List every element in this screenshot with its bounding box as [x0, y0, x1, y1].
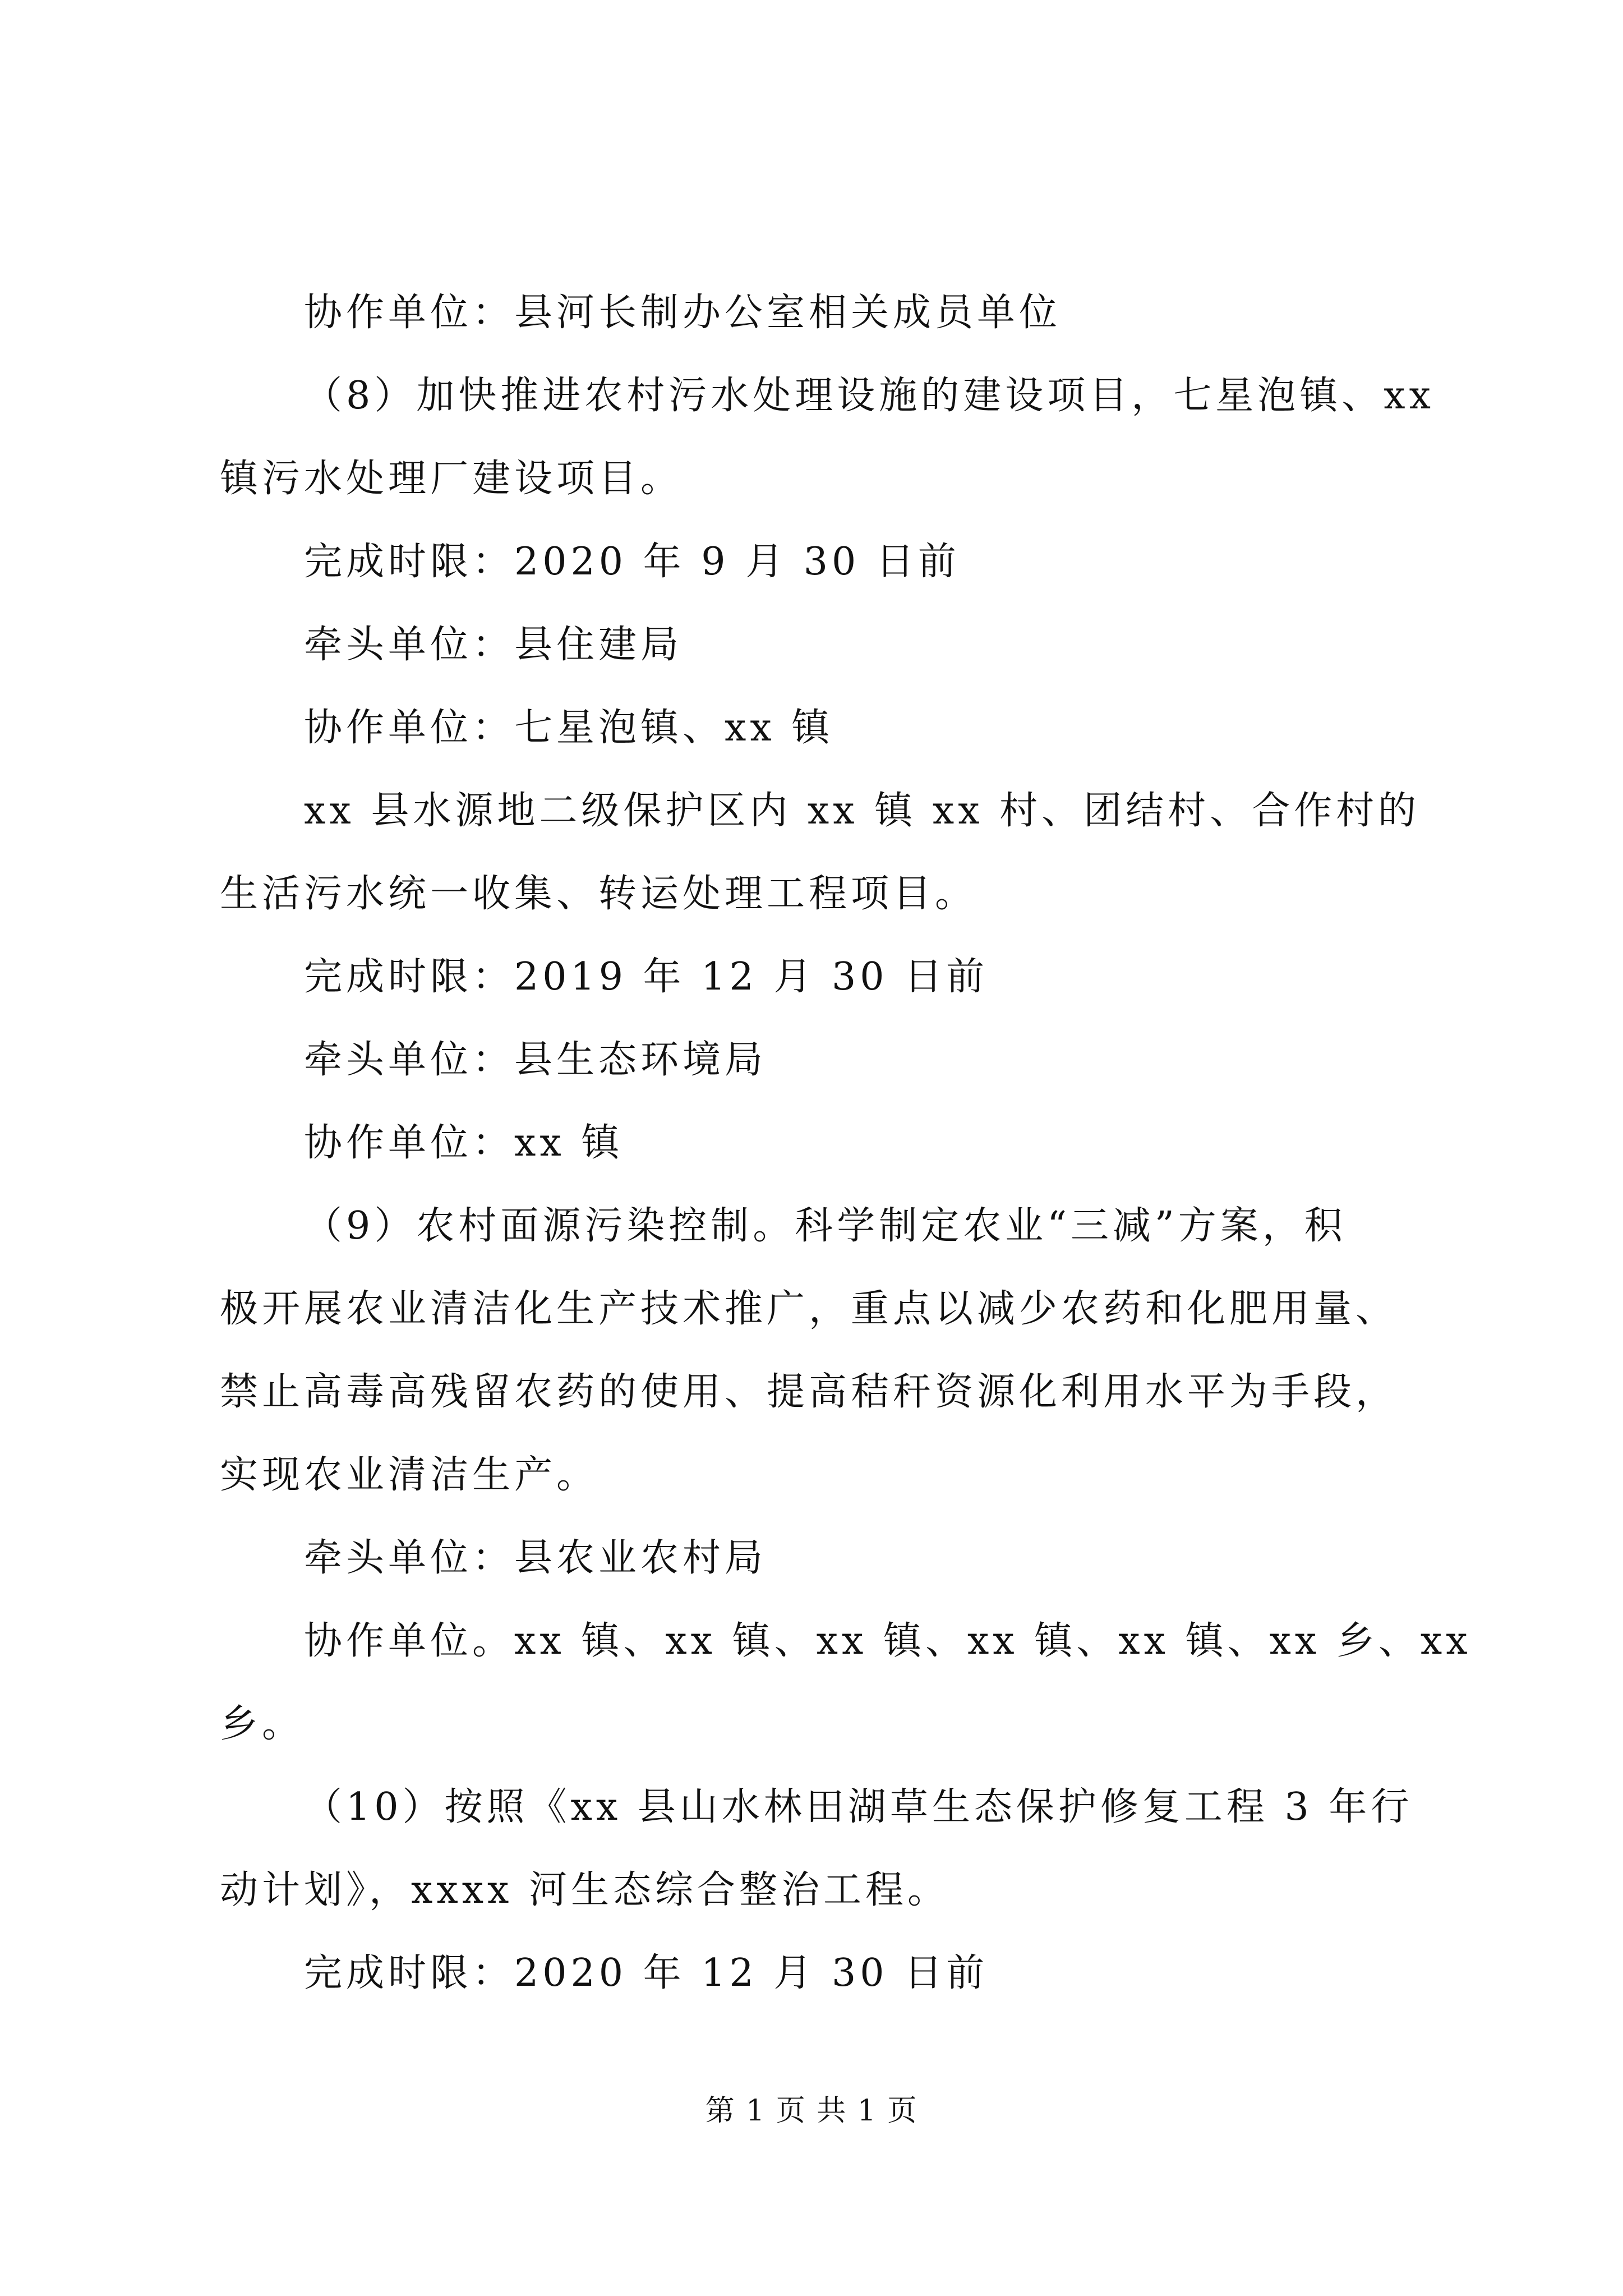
text-line-deadline-3: 完成时限：2020 年 12 月 30 日前	[304, 1951, 989, 1995]
text-line-item-10-cont: 动计划》，xxxx 河生态综合整治工程。	[220, 1868, 950, 1912]
text-line-deadline-2: 完成时限：2019 年 12 月 30 日前	[304, 955, 989, 999]
text-line-item-9-cont-1: 极开展农业清洁化生产技术推广，重点以减少农药和化肥用量、	[220, 1287, 1398, 1331]
text-line-lead-unit-2: 牵头单位：县生态环境局	[304, 1038, 767, 1082]
text-line-item-9: （9）农村面源污染控制。科学制定农业“三减”方案，积	[304, 1204, 1347, 1248]
text-line-lead-unit-3: 牵头单位：县农业农村局	[304, 1536, 767, 1580]
text-line-item-9-cont-3: 实现农业清洁生产。	[220, 1453, 599, 1497]
text-line-item-9-cont-2: 禁止高毒高残留农药的使用、提高秸秆资源化利用水平为手段，	[220, 1370, 1398, 1414]
text-line-cooperating-unit-3: 协作单位：xx 镇	[304, 1121, 624, 1165]
text-line-cooperating-unit-4: 协作单位。xx 镇、xx 镇、xx 镇、xx 镇、xx 镇、xx 乡、xx	[304, 1619, 1472, 1663]
page-number-footer: 第 1 页 共 1 页	[705, 2094, 918, 2128]
text-line-item-8-cont: 镇污水处理厂建设项目。	[220, 457, 683, 501]
text-line-lead-unit-1: 牵头单位：县住建局	[304, 623, 683, 667]
text-line-cooperating-unit-4-cont: 乡。	[220, 1702, 305, 1746]
text-line-water-source-project: xx 县水源地二级保护区内 xx 镇 xx 村、团结村、合作村的	[304, 789, 1421, 833]
text-line-cooperating-unit-1: 协作单位：县河长制办公室相关成员单位	[304, 291, 1062, 335]
text-line-deadline-1: 完成时限：2020 年 9 月 30 日前	[304, 540, 960, 584]
text-line-item-8: （8）加快推进农村污水处理设施的建设项目，七星泡镇、xx	[304, 374, 1435, 418]
text-line-cooperating-unit-2: 协作单位：七星泡镇、xx 镇	[304, 706, 834, 750]
text-line-water-source-project-cont: 生活污水统一收集、转运处理工程项目。	[220, 872, 978, 916]
text-line-item-10: （10）按照《xx 县山水林田湖草生态保护修复工程 3 年行	[304, 1785, 1413, 1829]
